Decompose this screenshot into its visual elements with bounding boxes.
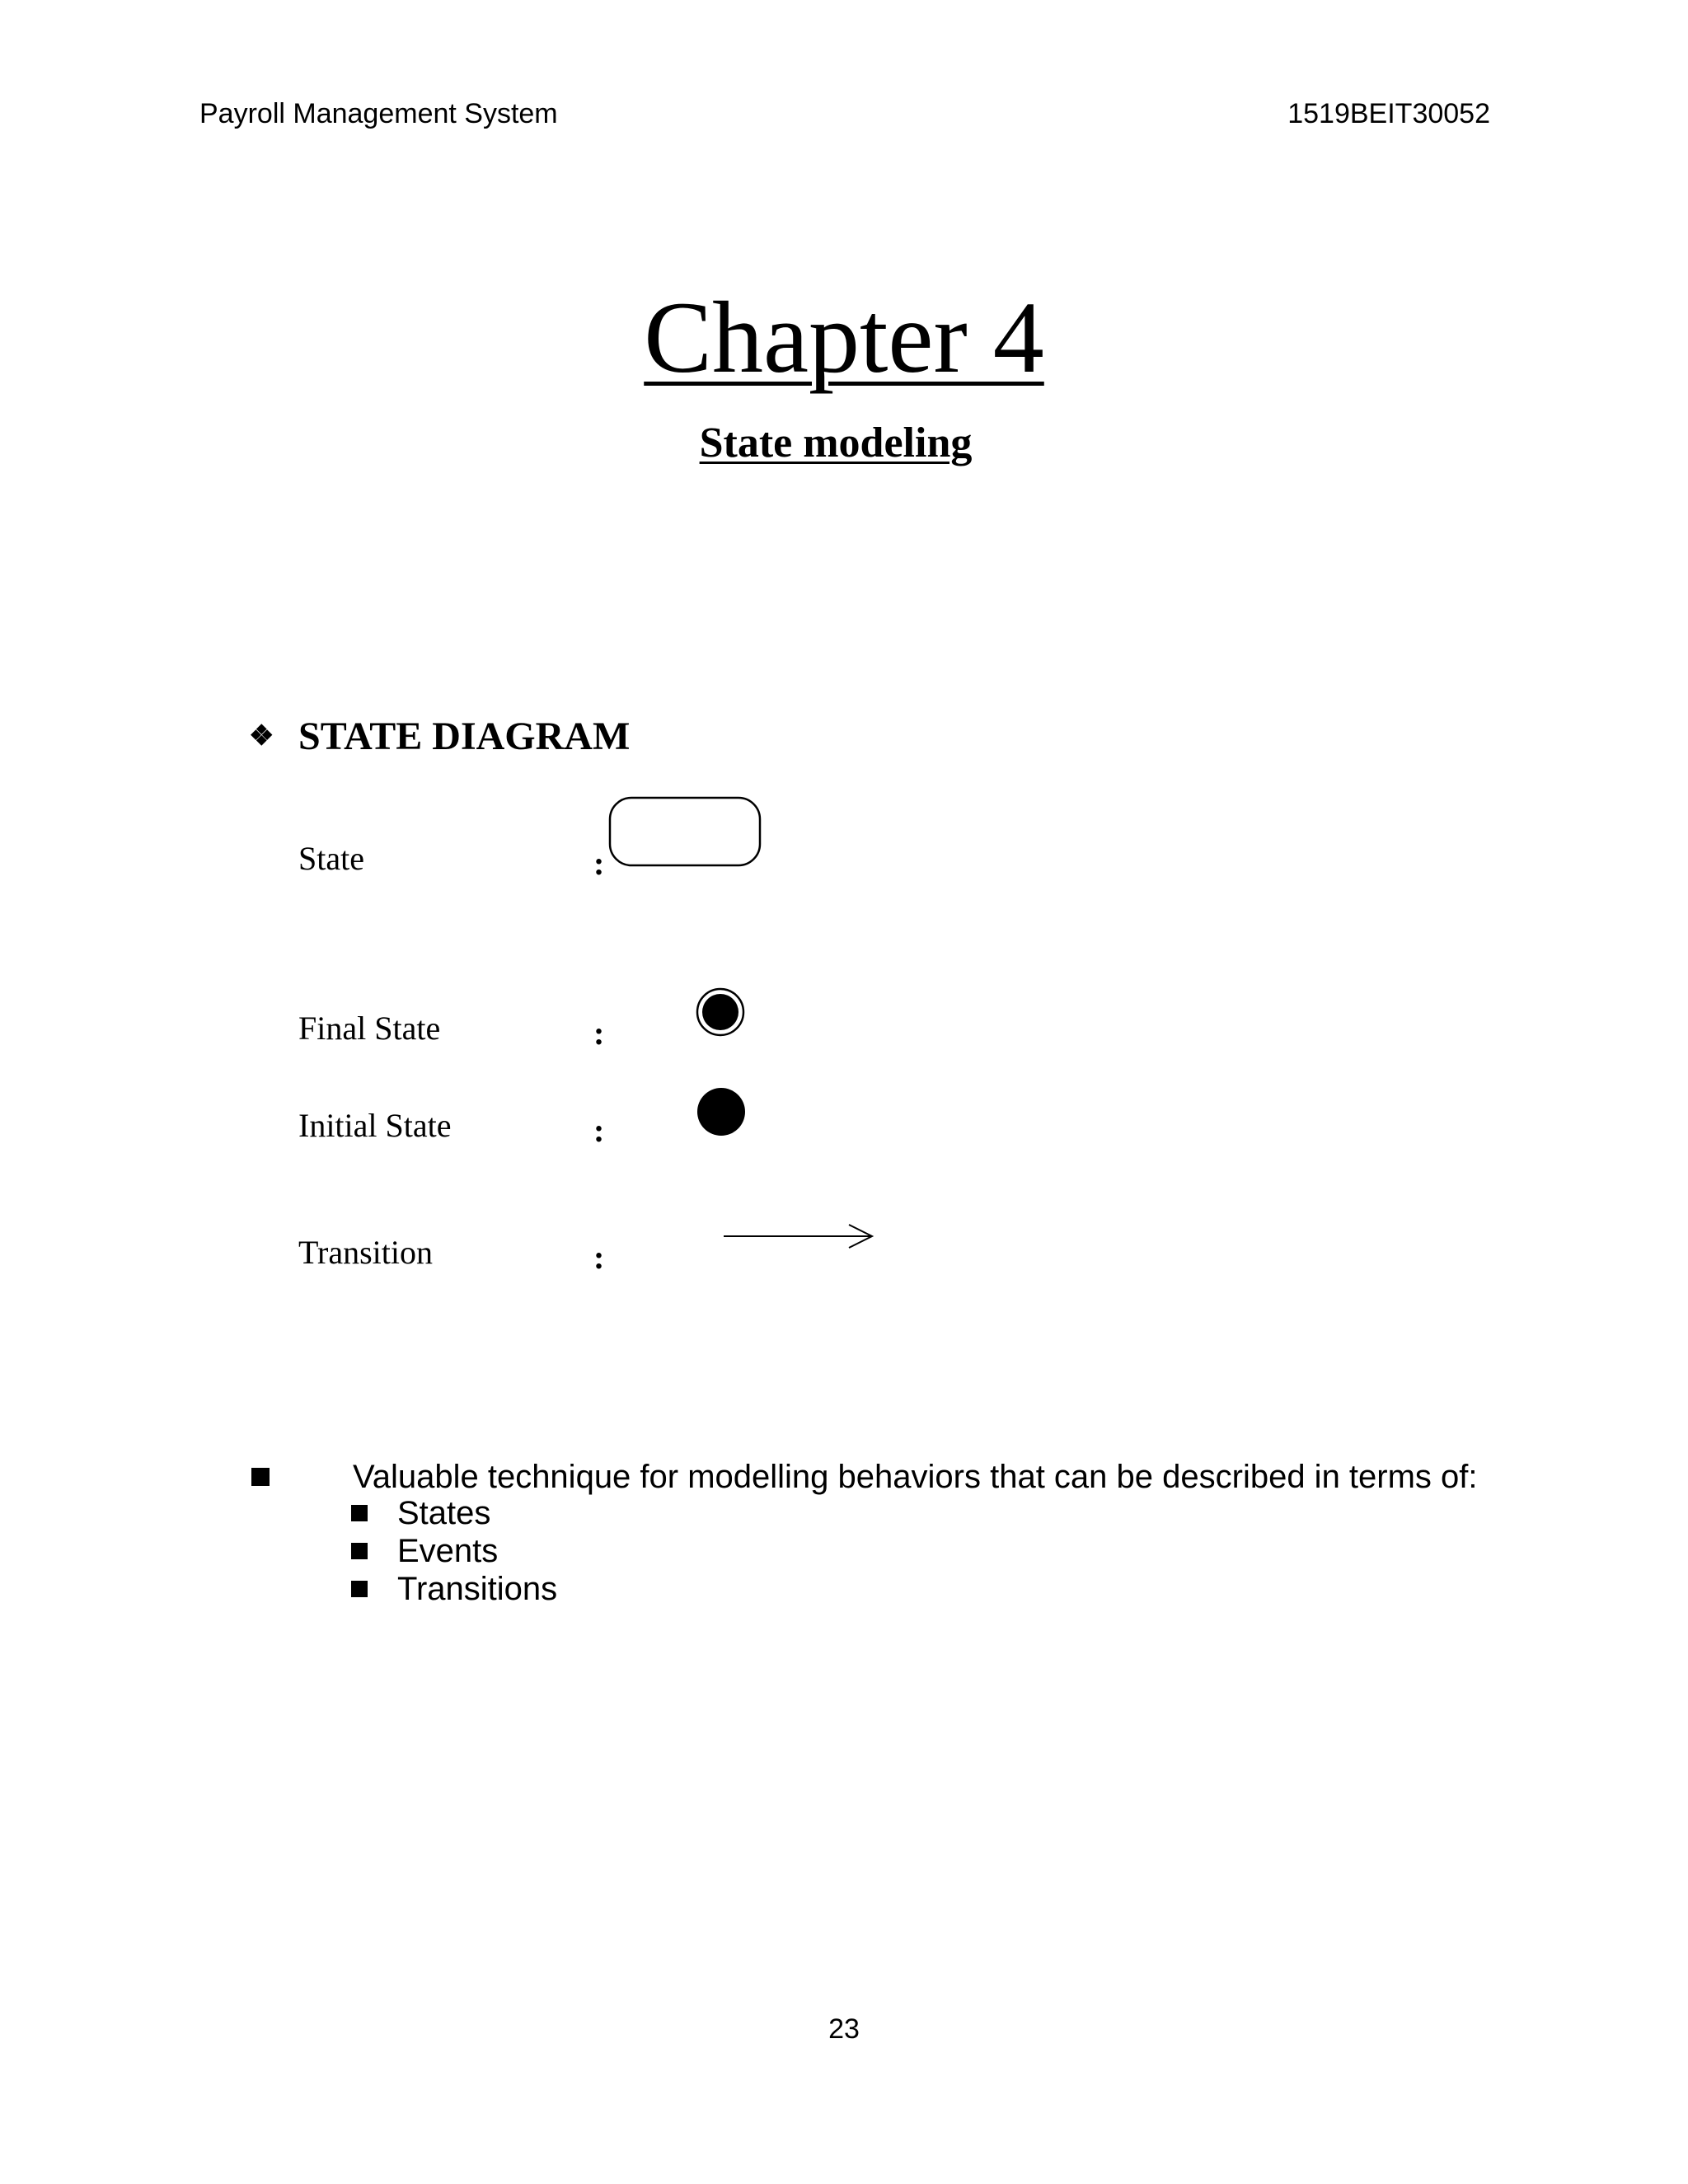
chapter-title-text: Chapter 4 (644, 281, 1044, 394)
section-heading (249, 714, 630, 760)
legend-colon: : (593, 845, 605, 882)
arrow-right-icon (722, 1221, 879, 1251)
chapter-subtitle-text: State modeling (699, 419, 973, 466)
square-bullet-icon (351, 1505, 368, 1521)
legend-label-initial-state: Initial State (298, 1107, 452, 1144)
bullet-main-text: Valuable technique for modelling behaviors that can be described in terms of: (353, 1459, 1478, 1495)
legend-label-transition: Transition (298, 1234, 434, 1271)
running-header-id: 1519BEIT30052 (1287, 98, 1490, 129)
page-number: 23 (828, 2013, 860, 2045)
legend-label-final-state: Final State (298, 1010, 441, 1047)
diamond-bullet-icon: ❖ (249, 721, 274, 752)
legend-colon: : (593, 1239, 605, 1276)
rounded-rectangle-icon (607, 794, 763, 869)
section-heading-text: STATE DIAGRAM (298, 715, 631, 758)
square-bullet-icon (351, 1543, 368, 1559)
chapter-subtitle (0, 419, 1672, 468)
sub-bullet-events: Events (397, 1533, 499, 1569)
legend-colon: : (593, 1112, 605, 1149)
legend-colon: : (593, 1015, 605, 1052)
legend-label-state: State (298, 840, 364, 877)
sub-bullet-transitions: Transitions (397, 1571, 558, 1607)
chapter-title (0, 280, 1688, 396)
bullseye-icon (694, 986, 747, 1038)
running-header-title: Payroll Management System (199, 98, 558, 129)
filled-circle-icon (696, 1086, 747, 1137)
sub-bullet-states: States (397, 1495, 491, 1531)
square-bullet-icon (251, 1468, 270, 1486)
square-bullet-icon (351, 1581, 368, 1597)
